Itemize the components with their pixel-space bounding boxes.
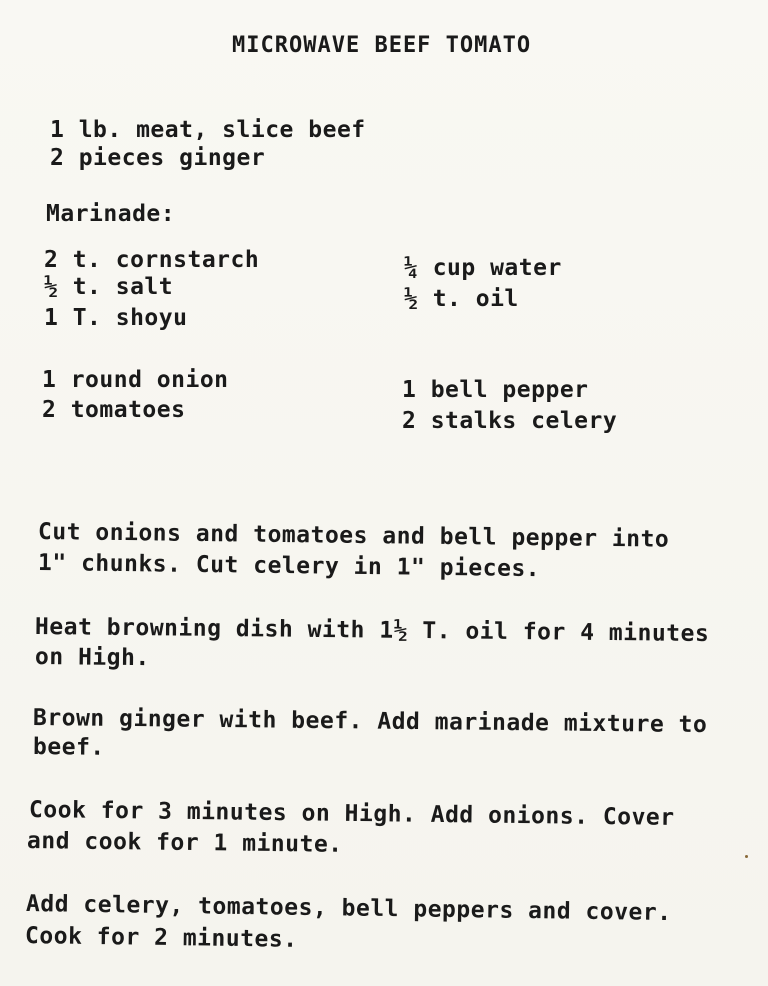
step-line: beef. bbox=[32, 734, 105, 761]
ingredient-line: 1 lb. meat, slice beef bbox=[50, 117, 366, 143]
marinade-heading: Marinade: bbox=[46, 201, 176, 227]
vegetable-item: 2 stalks celery bbox=[402, 408, 618, 434]
marinade-item: 2 t. cornstarch bbox=[44, 247, 260, 273]
marinade-item: ¼ cup water bbox=[404, 255, 562, 281]
step-line: Heat browning dish with 1½ T. oil for 4 minutes bbox=[34, 614, 710, 648]
step-line: Add celery, tomatoes, bell peppers and cover. bbox=[25, 891, 672, 927]
step-line: Cut onions and tomatoes and bell pepper into bbox=[37, 519, 670, 553]
marinade-item: ½ t. salt bbox=[44, 274, 174, 300]
step-line: Cook for 3 minutes on High. Add onions. Cover bbox=[28, 797, 675, 831]
marinade-item: ½ t. oil bbox=[404, 286, 519, 312]
step-line: Cook for 2 minutes. bbox=[24, 923, 298, 953]
vegetable-item: 2 tomatoes bbox=[42, 397, 186, 423]
step-line: on High. bbox=[34, 644, 150, 672]
step-line: 1" chunks. Cut celery in 1" pieces. bbox=[37, 550, 541, 583]
marinade-item: 1 T. shoyu bbox=[44, 305, 188, 331]
step-line: and cook for 1 minute. bbox=[26, 828, 343, 858]
vegetable-item: 1 bell pepper bbox=[402, 377, 589, 403]
vegetable-item: 1 round onion bbox=[42, 367, 229, 393]
recipe-title: MICROWAVE BEEF TOMATO bbox=[232, 33, 532, 58]
step-line: Brown ginger with beef. Add marinade mixture to bbox=[32, 705, 708, 739]
ingredient-line: 2 pieces ginger bbox=[50, 145, 266, 171]
paper-speck bbox=[745, 855, 748, 858]
